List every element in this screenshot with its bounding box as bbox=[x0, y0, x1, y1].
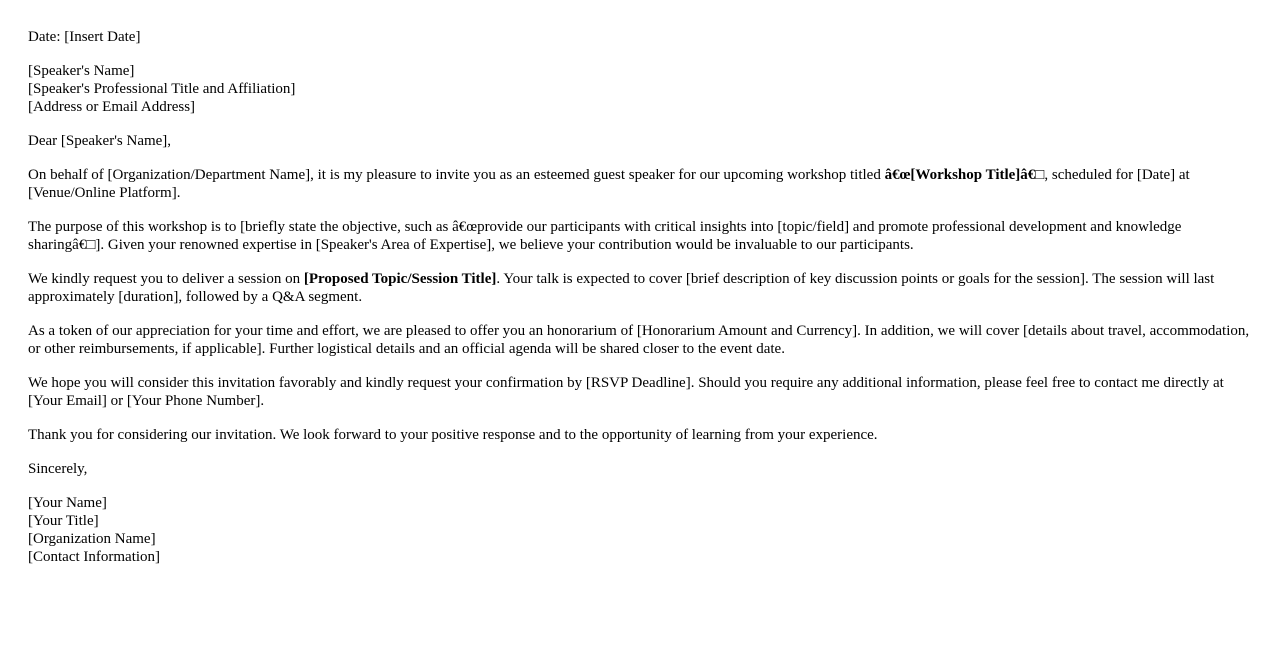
paragraph-session-after: . Your talk is expected to cover [brief description of key discussion points or goals for the session]. The session will last approximately [duration], followed by a Q&A segment. bbox=[28, 271, 1215, 305]
salutation: Dear [Speaker's Name], bbox=[28, 133, 172, 149]
recipient-address: [Address or Email Address] bbox=[28, 99, 196, 115]
paragraph-invitation-after: , scheduled for [Date] at [Venue/Online Platform]. bbox=[28, 167, 1190, 201]
paragraph-session-before: We kindly request you to deliver a session on bbox=[28, 271, 304, 287]
recipient-title-affiliation: [Speaker's Professional Title and Affiliation] bbox=[28, 81, 296, 97]
workshop-title: â€œ[Workshop Title]â€□ bbox=[884, 167, 1045, 183]
paragraph-thanks: Thank you for considering our invitation. We look forward to your positive response and to the opportunity of learning from your experience. bbox=[28, 427, 878, 443]
recipient-name: [Speaker's Name] bbox=[28, 63, 135, 79]
recipient-block bbox=[28, 62, 1250, 116]
signature-block bbox=[28, 494, 1250, 566]
paragraph-session bbox=[28, 270, 1250, 306]
closing: Sincerely, bbox=[28, 461, 88, 477]
invitation-letter bbox=[28, 28, 1250, 582]
session-title: [Proposed Topic/Session Title] bbox=[303, 271, 497, 287]
signature-name: [Your Name] bbox=[28, 495, 107, 511]
signature-organization: [Organization Name] bbox=[28, 531, 156, 547]
paragraph-invitation bbox=[28, 166, 1250, 202]
signature-contact: [Contact Information] bbox=[28, 549, 161, 565]
letter-date: Date: [Insert Date] bbox=[28, 29, 141, 45]
signature-title: [Your Title] bbox=[28, 513, 99, 529]
paragraph-honorarium: As a token of our appreciation for your time and effort, we are pleased to offer you an honorarium of [Honorarium Amount and Currency]. In addition, we will cover [details about travel, accommodation, or other reimbursements, if applicable]. Further logistical details and an official agenda will be shared closer to the event date. bbox=[28, 323, 1250, 357]
paragraph-purpose: The purpose of this workshop is to [briefly state the objective, such as â€œprovide our participants with critical insights into [topic/field] and promote professional development and knowledge sharingâ€□]. Given your renowned expertise in [Speaker's Area of Expertise], we believe your contribution would be invaluable to our participants. bbox=[28, 219, 1182, 253]
date-line bbox=[28, 28, 1250, 46]
paragraph-rsvp: We hope you will consider this invitation favorably and kindly request your confirmation by [RSVP Deadline]. Should you require any additional information, please feel free to contact me directly at [Your Email] or [Your Phone Number]. bbox=[28, 375, 1224, 409]
paragraph-invitation-before: On behalf of [Organization/Department Name], it is my pleasure to invite you as an esteemed guest speaker for our upcoming workshop titled bbox=[28, 167, 885, 183]
